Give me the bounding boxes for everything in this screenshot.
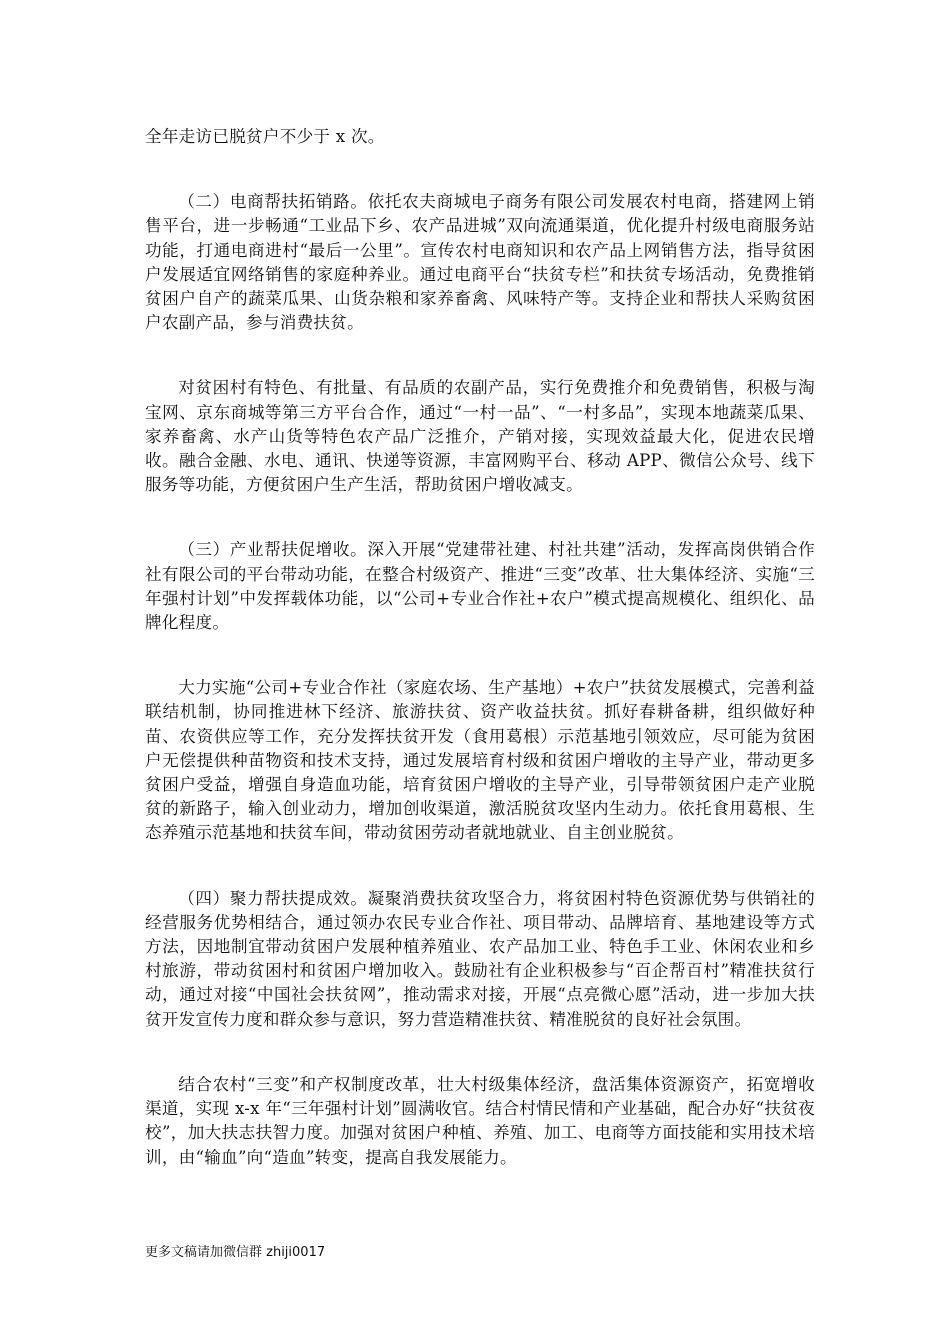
document-body bbox=[145, 125, 815, 1211]
paragraph-product-promotion: 对贫困村有特色、有批量、有品质的农副产品，实行免费推介和免费销售，积极与淘宝网、京东商城等第三方平台合作，通过“一村一品”、“一村多品”，实现本地蔬菜瓜果、家养畜禽、水产山货等特色农产品广泛推介，产销对接，实现效益最大化，促进农民增收。融合金融、水电、通讯、快递等资源，丰富网购平台、移动 APP、微信公众号、线下服务等功能，方便贫困户生产生活，帮助贫困户增收减支。 bbox=[145, 378, 815, 495]
paragraph-concentrated-support: （四）聚力帮扶提成效。凝聚消费扶贫攻坚合力，将贫困村特色资源优势与供销社的经营服务优势相结合，通过领办农民专业合作社、项目带动、品牌培育、基地建设等方式方法，因地制宜带动贫困户发展种植养殖业、农产品加工业、特色手工业、休闲农业和乡村旅游，带动贫困村和贫困户增加收入。鼓励社有企业积极参与“百企帮百村”精准扶贫行动，通过对接“中国社会扶贫网”，推动需求对接，开展“点亮微心愿”活动，进一步加大扶贫开发宣传力度和群众参与意识，努力营造精准扶贫、精准脱贫的良好社会氛围。 bbox=[145, 888, 815, 1029]
paragraph-development-model: 大力实施“公司+专业合作社（家庭农场、生产基地）+农户”扶贫发展模式，完善利益联结机制，协同推进林下经济、旅游扶贫、资产收益扶贫。抓好春耕备耕，组织做好种苗、农资供应等工作，充分发挥扶贫开发（食用葛根）示范基地引领效应，尽可能为贫困户无偿提供种苗物资和技术支持，通过发展培育村级和贫困户增收的主导产业，带动更多贫困户受益，增强自身造血功能，培育贫困户增收的主导产业，引导带领贫困户走产业脱贫的新路子，输入创业动力，增加创收渠道，激活脱贫攻坚内生动力。依托食用葛根、生态养殖示范基地和扶贫车间，带动贫困劳动者就地就业、自主创业脱贫。 bbox=[145, 678, 815, 843]
page-footer: 更多文稿请加微信群 zhiji0017 bbox=[145, 1245, 326, 1260]
paragraph-ecommerce-support: （二）电商帮扶拓销路。依托农夫商城电子商务有限公司发展农村电商，搭建网上销售平台，进一步畅通“工业品下乡、农产品进城”双向流通渠道，优化提升村级电商服务站功能，打通电商进村“最后一公里”。宣传农村电商知识和农产品上网销售方法，指导贫困户发展适宜网络销售的家庭种养业。通过电商平台“扶贫专栏”和扶贫专场活动，免费推销贫困户自产的蔬菜瓜果、山货杂粮和家养畜禽、风味特产等。支持企业和帮扶人采购贫困户农副产品，参与消费扶贫。 bbox=[145, 192, 815, 333]
paragraph-continuation: 全年走访已脱贫户不少于 x 次。 bbox=[145, 127, 385, 146]
paragraph-rural-reform: 结合农村“三变”和产权制度改革，壮大村级集体经济，盘活集体资源资产，拓宽增收渠道，实现 x-x 年“三年强村计划”圆满收官。结合村情民情和产业基础，配合办好“扶贫夜校”，加大扶志扶智力度。加强对贫困户种植、养殖、加工、电商等方面技能和实用技术培训，由“输血”向“造血”转变，提高自我发展能力。 bbox=[145, 1074, 815, 1167]
paragraph-industry-support: （三）产业帮扶促增收。深入开展“党建带社建、村社共建”活动，发挥高岗供销合作社有限公司的平台带动功能，在整合村级资产、推进“三变”改革、壮大集体经济、实施“三年强村计划”中发挥载体功能，以“公司+专业合作社+农户”模式提高规模化、组织化、品牌化程度。 bbox=[145, 540, 815, 633]
